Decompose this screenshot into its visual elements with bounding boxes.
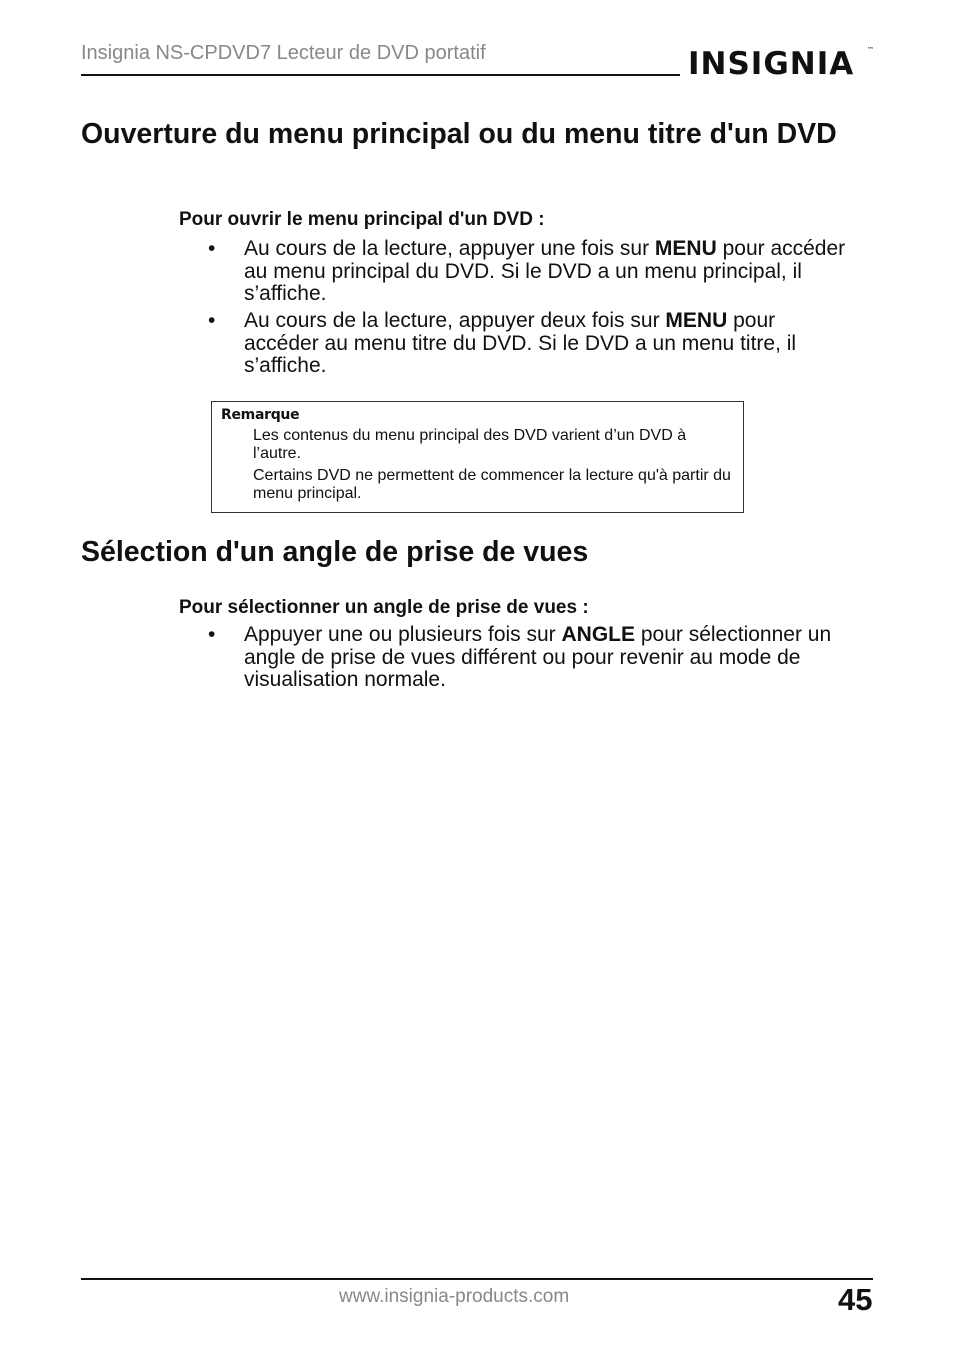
bullet-item: Appuyer une ou plusieurs fois sur ANGLE pour sélectionner un angle de prise de vues différent ou pour revenir au mode de visualisation normale. [244, 623, 832, 691]
menu-key: MENU [654, 237, 717, 260]
note-paragraph: Les contenus du menu principal des DVD varient d’un DVD à l’autre. [253, 427, 687, 462]
bullet-item: Au cours de la lecture, appuyer une fois sur MENU pour accéder au menu principal du DVD. Si le DVD a un menu principal, il s’affiche. [244, 237, 846, 305]
running-header-title: Insignia NS-CPDVD7 Lecteur de DVD portatif [81, 42, 486, 64]
section-heading-angle: Sélection d'un angle de prise de vues [81, 536, 589, 568]
bullet-marker: • [208, 309, 216, 332]
logo-trademark: ™ [867, 46, 874, 54]
insignia-logo [686, 36, 881, 86]
angle-key: ANGLE [561, 623, 636, 646]
note-label: Remarque [221, 407, 300, 423]
section-heading-main-menu: Ouverture du menu principal ou du menu titre d'un DVD [81, 118, 837, 150]
bullet-marker: • [208, 623, 216, 646]
footer-rule [81, 1278, 873, 1280]
menu-key: MENU [665, 309, 728, 332]
header-rule [81, 74, 680, 76]
procedure-title-open-main-menu: Pour ouvrir le menu principal d'un DVD : [179, 209, 545, 230]
page-number: 45 [838, 1282, 873, 1317]
logo-wordmark: INSIGNIA [688, 46, 855, 82]
note-paragraph: Certains DVD ne permettent de commencer la lecture qu'à partir du menu principal. [253, 467, 731, 502]
procedure-title-select-angle: Pour sélectionner un angle de prise de vues : [179, 597, 589, 618]
bullet-marker: • [208, 237, 216, 260]
bullet-item: Au cours de la lecture, appuyer deux fois sur MENU pour accéder au menu titre du DVD. Si le DVD a un menu titre, il s’affiche. [244, 309, 797, 377]
note-box [211, 401, 744, 513]
footer-url: www.insignia-products.com [339, 1286, 570, 1307]
